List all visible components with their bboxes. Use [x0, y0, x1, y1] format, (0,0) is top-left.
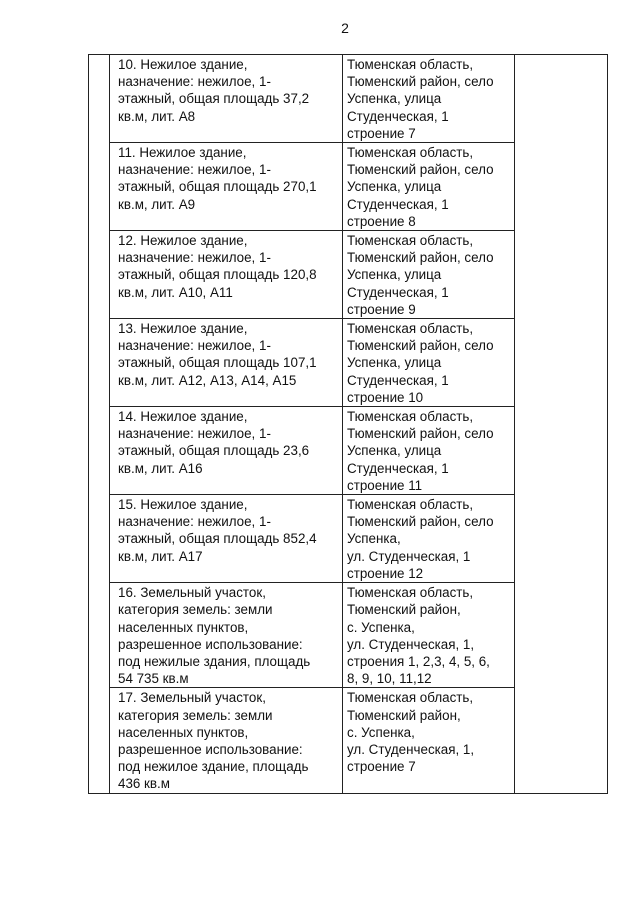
object-description-cell: 14. Нежилое здание, назначение: нежилое, 1- этажный, общая площадь 23,6 кв.м, лит. А16 — [110, 407, 343, 495]
object-description-cell: 17. Земельный участок, категория земель: земли населенных пунктов, разрешенное использование: под нежилое здание, площадь 436 кв.м — [110, 688, 343, 793]
address-cell: Тюменская область, Тюменский район, село Успенка, ул. Студенческая, 1 строение 12 — [343, 495, 515, 583]
object-description-cell: 15. Нежилое здание, назначение: нежилое, 1- этажный, общая площадь 852,4 кв.м, лит. А17 — [110, 495, 343, 583]
address-cell: Тюменская область, Тюменский район, село Успенка, улица Студенческая, 1 строение 11 — [343, 407, 515, 495]
address-cell: Тюменская область, Тюменский район, село Успенка, улица Студенческая, 1 строение 9 — [343, 231, 515, 319]
right-blank-column — [515, 55, 608, 794]
object-description-cell: 13. Нежилое здание, назначение: нежилое, 1- этажный, общая площадь 107,1 кв.м, лит. А12, А13, А14, А15 — [110, 319, 343, 407]
object-description-cell: 16. Земельный участок, категория земель: земли населенных пунктов, разрешенное использование: под нежилые здания, площадь 54 735 кв.м — [110, 583, 343, 688]
property-table — [88, 54, 608, 794]
page-number: 2 — [341, 20, 349, 36]
address-cell: Тюменская область, Тюменский район, село Успенка, улица Студенческая, 1 строение 8 — [343, 143, 515, 231]
object-description-cell: 11. Нежилое здание, назначение: нежилое, 1- этажный, общая площадь 270,1 кв.м, лит. А9 — [110, 143, 343, 231]
address-cell: Тюменская область, Тюменский район, село Успенка, улица Студенческая, 1 строение 7 — [343, 55, 515, 143]
address-cell: Тюменская область, Тюменский район, с. Успенка, ул. Студенческая, 1, строения 1, 2,3, 4, 5, 6, 8, 9, 10, 11,12 — [343, 583, 515, 688]
address-cell: Тюменская область, Тюменский район, село Успенка, улица Студенческая, 1 строение 10 — [343, 319, 515, 407]
left-blank-column — [89, 55, 110, 794]
object-description-cell: 12. Нежилое здание, назначение: нежилое, 1- этажный, общая площадь 120,8 кв.м, лит. А10, А11 — [110, 231, 343, 319]
table-row — [89, 55, 608, 143]
address-cell: Тюменская область, Тюменский район, с. Успенка, ул. Студенческая, 1, строение 7 — [343, 688, 515, 793]
object-description-cell: 10. Нежилое здание, назначение: нежилое, 1- этажный, общая площадь 37,2 кв.м, лит. А8 — [110, 55, 343, 143]
